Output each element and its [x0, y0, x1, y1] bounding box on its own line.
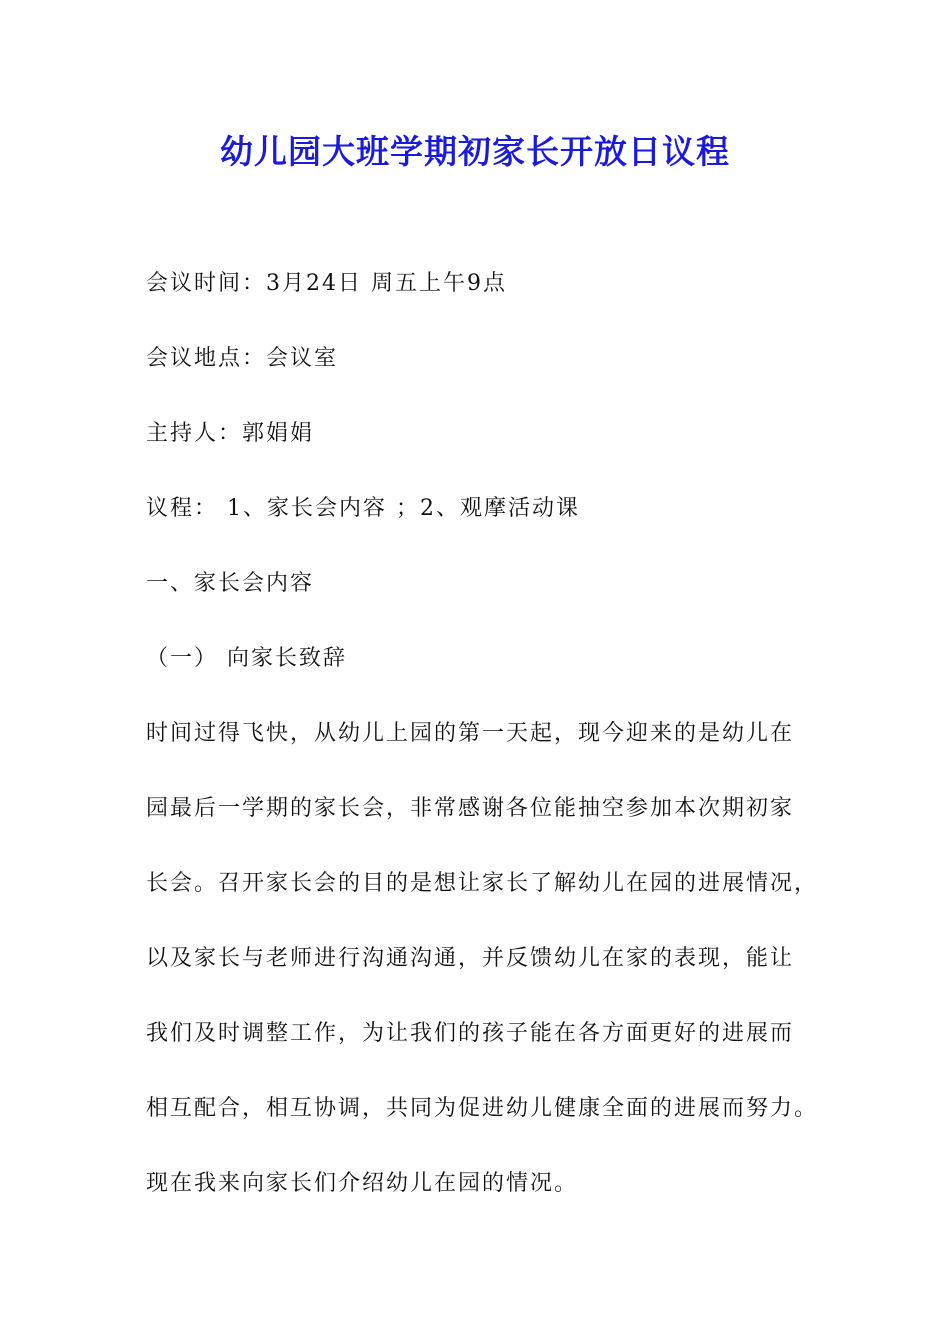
paragraph-line: 相互配合，相互协调，共同为促进幼儿健康全面的进展而努力。	[146, 1096, 819, 1121]
paragraph-line: 我们及时调整工作，为让我们的孩子能在各方面更好的进展而	[146, 1021, 795, 1046]
paragraph-line: 以及家长与老师进行沟通沟通，并反馈幼儿在家的表现，能让	[146, 946, 795, 971]
document-title: 幼儿园大班学期初家长开放日议程	[220, 132, 730, 171]
meeting-host: 主持人：郭娟娟	[146, 421, 315, 446]
meeting-time: 会议时间：3月24日 周五上午9点	[146, 271, 507, 296]
paragraph-line: 长会。召开家长会的目的是想让家长了解幼儿在园的进展情况，	[146, 871, 819, 896]
paragraph-line: 现在我来向家长们介绍幼儿在园的情况。	[146, 1171, 579, 1196]
meeting-location: 会议地点：会议室	[146, 346, 339, 371]
subsection-heading: （一） 向家长致辞	[146, 646, 347, 671]
paragraph-line: 园最后一学期的家长会，非常感谢各位能抽空参加本次期初家	[146, 796, 795, 821]
section-heading: 一、家长会内容	[146, 571, 315, 596]
meeting-agenda: 议程： 1、家长会内容 ；2、观摩活动课	[146, 496, 580, 521]
paragraph-line: 时间过得飞快，从幼儿上园的第一天起，现今迎来的是幼儿在	[146, 721, 795, 746]
